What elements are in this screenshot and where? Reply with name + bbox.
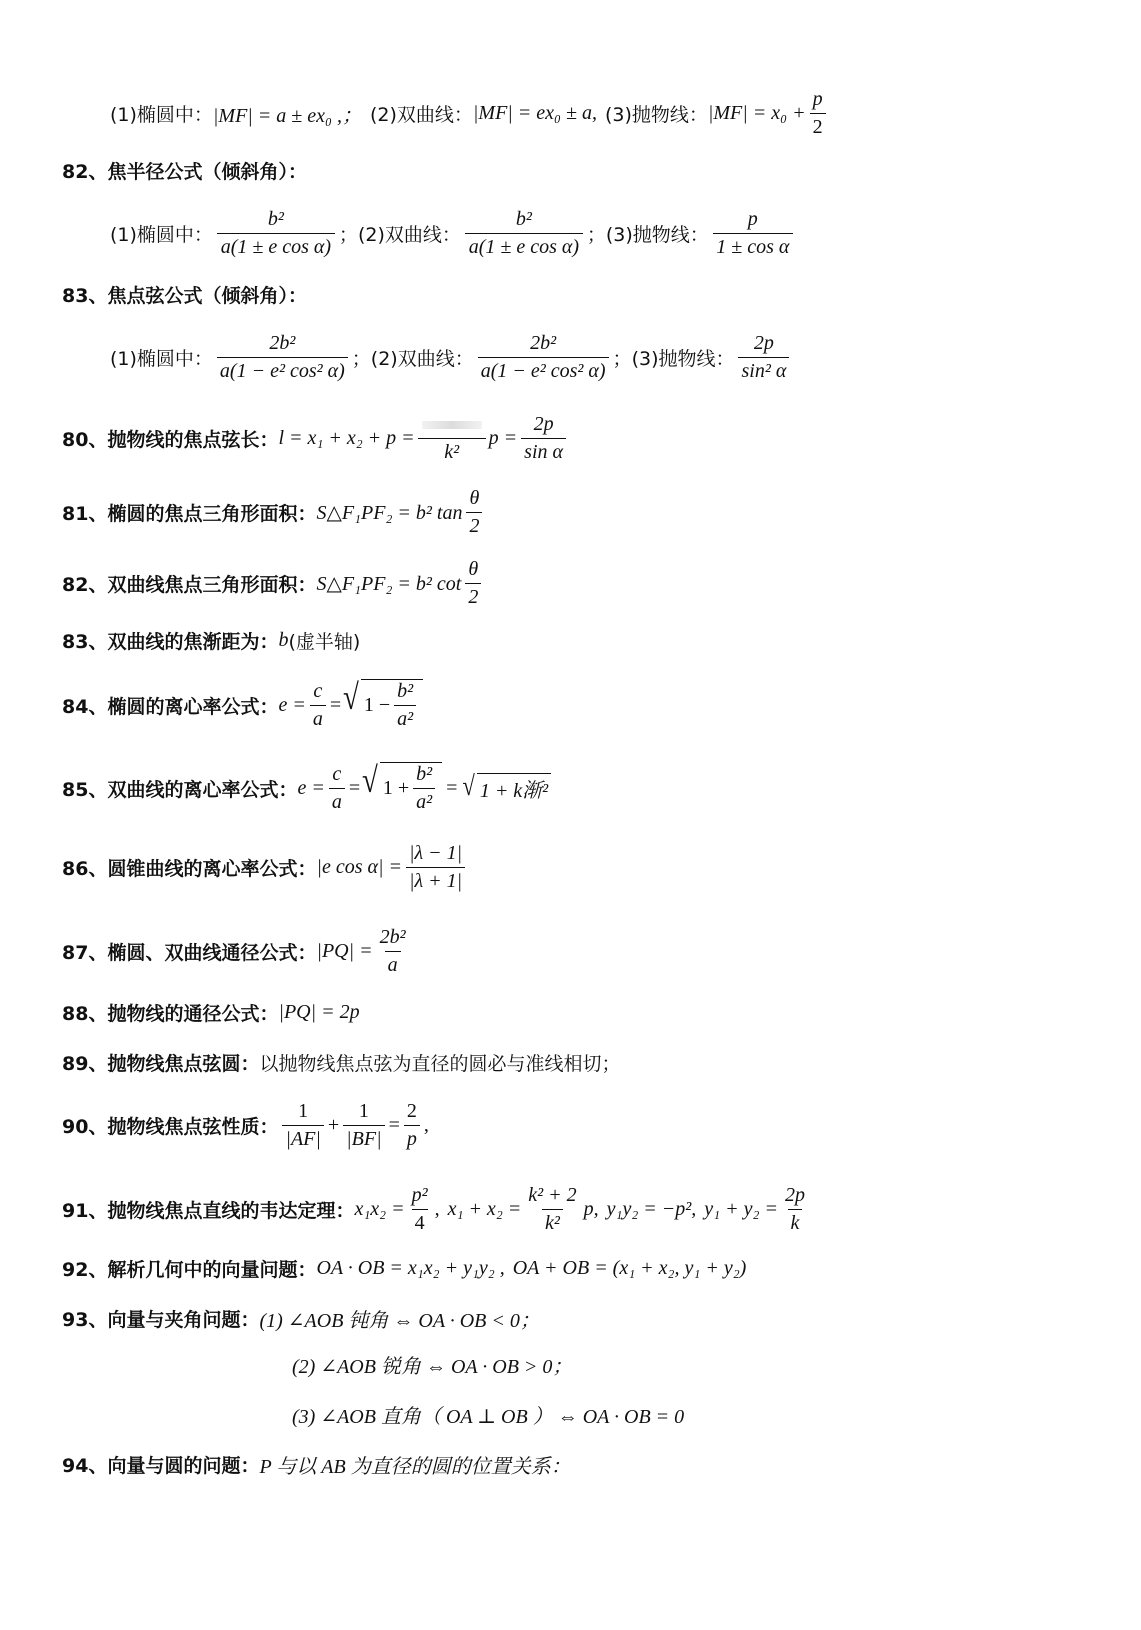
ellipse-formula: |MF| = a ± ex₀ ,； — [212, 104, 362, 127]
fraction: $\frac{\text{2b²}}{a}$ — [379, 925, 406, 976]
fraction: $\frac{2p}{k}$ — [784, 1183, 805, 1234]
item-86: 86、圆锥曲线的离心率公式： |e cos α| = $\frac{|\lambda - 1|}{|\lambda + 1|}$ — [62, 834, 1141, 900]
square-root: √ 1 − $\frac{\text{b²}}{\text{a²}}$ — [341, 679, 423, 731]
fraction: $\frac{p}{2}$ — [810, 88, 826, 139]
focal-radius-line — [110, 84, 1141, 142]
fraction: $\frac{\text{p²}}{4}$ — [411, 1183, 428, 1234]
item-93-line-2: (2) ∠AOB 锐角 ⇔ OA · OB > 0； — [292, 1355, 573, 1378]
fraction: $\frac{\theta}{2}$ — [466, 487, 482, 538]
item-87: 87、椭圆、双曲线通径公式： |PQ| = $\frac{\text{2b²}}{a}$ — [62, 918, 1141, 984]
fraction: $\frac{1}{|AF|}$ — [282, 1100, 323, 1151]
ellipse-label: (1)椭圆中： — [110, 103, 213, 126]
fraction: $\frac{2p}{\text{sin α}}$ — [521, 413, 566, 464]
focal-chord-angle-line: (1)椭圆中： $\frac{\text{2b²}}{\text{a(1 − e² cos² α)}}$ ； (2)双曲线： $\frac{\text{2b²}}{\text{a(1 − e² cos² α)}}$ ； (3)抛物线： $\frac{2p}{\text{sin² α}}$ — [110, 322, 1141, 392]
item-80: 80、抛物线的焦点弦长： l = x₁ + x₂ + p = k² p = $\frac{2p}{\text{sin α}}$ — [62, 406, 1141, 470]
item-83: 83、双曲线的焦渐距为： b (虚半轴) — [62, 628, 361, 653]
hyperbola-formula: |MF| = ex₀ ± a, — [472, 101, 597, 124]
fraction: $\frac{2p}{\text{sin² α}}$ — [738, 332, 789, 383]
fraction: $\frac{\text{b²}}{\text{a(1 ± e cos α)}}$ — [217, 208, 335, 259]
item-93: 93、向量与夹角问题： (1) ∠AOB 钝角 ⇔ OA · OB < 0； — [62, 1308, 540, 1332]
item-82: 82、双曲线焦点三角形面积： S△F₁PF₂ = b² cot $\frac{\theta}{2}$ — [62, 551, 1141, 615]
fraction: $\frac{\text{k² + 2}}{\text{k²}}$ — [528, 1183, 577, 1234]
fraction: $\frac{2}{p}$ — [404, 1100, 420, 1151]
item-91: 91、抛物线焦点直线的韦达定理： x₁x₂ = $\frac{\text{p²}}{4}$ , x₁ + x₂ = $\frac{\text{k² + 2}}{\text{k²}}$ p, y₁y₂ = −p², y₁ + y₂ = $\frac{2p}{k}$ — [62, 1176, 1141, 1242]
square-root: √ 1 + k渐² — [461, 773, 551, 803]
square-root: √ 1 + $\frac{\text{b²}}{\text{a²}}$ — [360, 762, 442, 814]
item-89: 89、抛物线焦点弦圆： 以抛物线焦点弦为直径的圆必与准线相切； — [62, 1052, 621, 1075]
fraction: $\frac{\text{2b²}}{\text{a(1 − e² cos² α)}}$ — [478, 332, 609, 383]
fraction: $\frac{c}{a}$ — [329, 763, 345, 814]
fraction: $\frac{1}{|BF|}$ — [343, 1100, 384, 1151]
fraction: $\frac{\text{2b²}}{\text{a(1 − e² cos² α)}}$ — [217, 332, 348, 383]
fraction: $\frac{p}{\text{1 ± cos α}}$ — [713, 208, 793, 259]
item-81: 81、椭圆的焦点三角形面积： S△F₁PF₂ = b² tan $\frac{\theta}{2}$ — [62, 480, 1141, 544]
parabola-formula: |MF| = x₀ + — [707, 101, 806, 124]
hyperbola-label: (2)双曲线： — [369, 103, 473, 126]
item-90: 90、抛物线焦点弦性质： $\frac{1}{|AF|}$ + $\frac{1}{|BF|}$ = $\frac{2}{p}$ , — [62, 1099, 429, 1150]
focal-radius-angle-line: (1)椭圆中： $\frac{\text{b²}}{\text{a(1 ± e cos α)}}$ ； (2)双曲线： $\frac{\text{b²}}{\text{a(1 ± e cos α)}}$ ； (3)抛物线： $\frac{p}{\text{1 ± cos α}}$ — [110, 198, 1141, 268]
fraction: $\frac{|\lambda - 1|}{|\lambda + 1|}$ — [406, 842, 465, 893]
item-93-line-3: (3) ∠AOB 直角（ OA ⊥ OB ） ⇔ OA · OB = 0 — [292, 1405, 685, 1428]
item-92: 92、解析几何中的向量问题： OA · OB = x₁x₂ + y₁y₂ , OA + OB = (x₁ + x₂, y₁ + y₂) — [62, 1256, 747, 1281]
section-heading: 83、焦点弦公式（倾斜角）： — [62, 284, 307, 307]
item-88: 88、抛物线的通径公式： |PQ| = 2p — [62, 1000, 360, 1025]
item-84: 84、椭圆的离心率公式： e = $\frac{c}{a}$ = √ 1 − $\frac{\text{b²}}{\text{a²}}$ — [62, 672, 1141, 738]
blurred-region — [422, 421, 482, 429]
fraction: $\frac{c}{a}$ — [310, 680, 326, 731]
fraction: k² — [419, 413, 485, 464]
fraction: $\frac{\theta}{2}$ — [465, 558, 481, 609]
item-94: 94、向量与圆的问题： P 与以 AB 为直径的圆的位置关系： — [62, 1454, 571, 1478]
item-85: 85、双曲线的离心率公式： e = $\frac{c}{a}$ = √ 1 + $\frac{\text{b²}}{\text{a²}}$ = √ 1 + k渐² — [62, 755, 1141, 821]
section-heading: 82、焦半径公式（倾斜角）： — [62, 160, 307, 183]
parabola-label: (3)抛物线： — [604, 103, 708, 126]
fraction: $\frac{\text{b²}}{\text{a(1 ± e cos α)}}$ — [465, 208, 583, 259]
